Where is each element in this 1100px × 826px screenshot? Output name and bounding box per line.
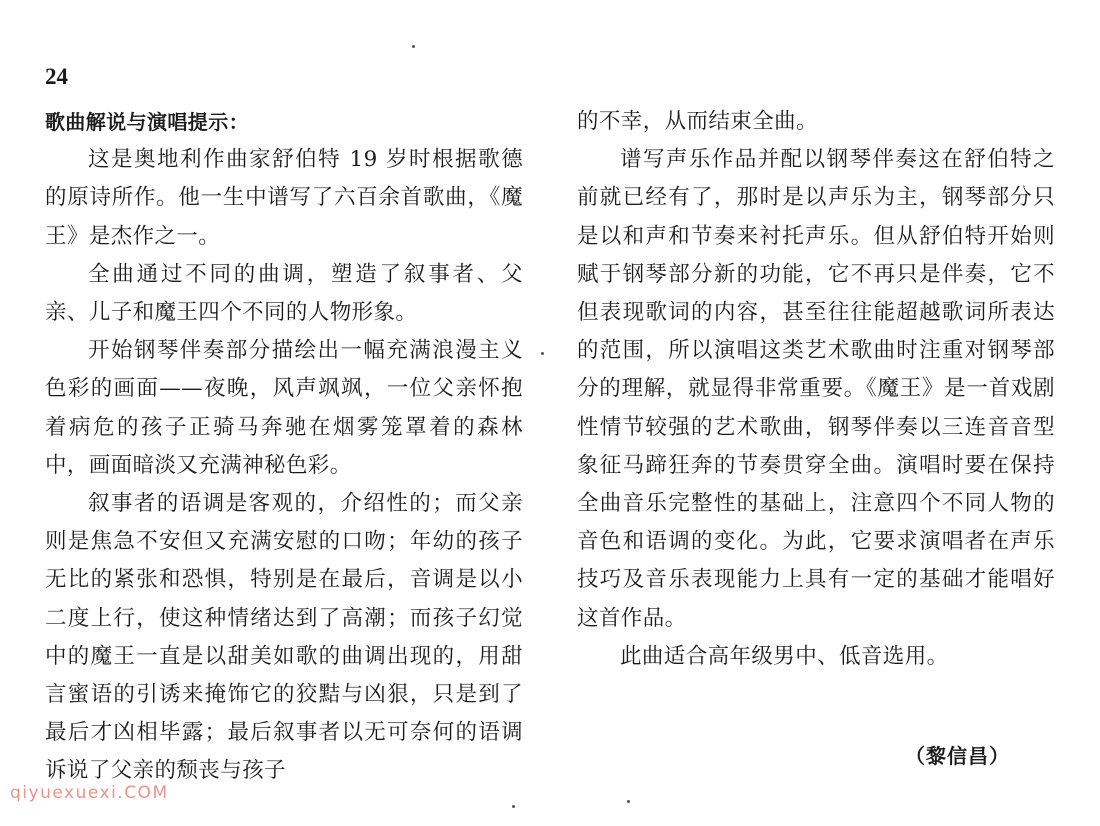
scan-speck: [541, 352, 544, 355]
scan-speck: [512, 805, 515, 808]
page-number: 24: [45, 64, 68, 89]
paragraph-recommendation: 此曲适合高年级男中、低音选用。: [620, 643, 949, 669]
left-column: [45, 103, 523, 791]
site-watermark: qiyuexuexi.COM: [10, 783, 169, 803]
author-signature: （黎信昌）: [905, 744, 1010, 768]
right-column: [577, 103, 1055, 676]
paragraph-intro: 这是奥地利作曲家舒伯特 19 岁时根据歌德的原诗所作。他一生中谱写了六百余首歌曲，《魔王》是杰作之一。: [45, 147, 523, 249]
scan-speck: [412, 45, 415, 48]
paragraph-voices: 叙事者的语调是客观的，介绍性的；而父亲则是焦急不安但又充满安慰的口吻；年幼的孩子无比的紧张和恐惧，特别是在最后，音调是以小二度上行，使这种情绪达到了高潮；而孩子幻觉中的魔王一直是以甜美如歌的曲调出现的，用甜言蜜语的引诱来掩饰它的狡黠与凶狠，只是到了最后才凶相毕露；最后叙事者以无可奈何的语调诉说了父亲的颓丧与孩子: [45, 491, 523, 784]
scan-speck: [627, 800, 630, 803]
paragraph-continuation: 的不幸，从而结束全曲。: [577, 109, 818, 134]
paragraph-characters: 全曲通过不同的曲调，塑造了叙事者、父亲、儿子和魔王四个不同的人物形象。: [45, 261, 523, 326]
paragraph-piano-opening: 开始钢琴伴奏部分描绘出一幅充满浪漫主义色彩的画面——夜晚，风声飒飒，一位父亲怀抱着病危的孩子正骑马奔驰在烟雾笼罩着的森林中，画面暗淡又充满神秘色彩。: [45, 338, 523, 478]
section-heading: 歌曲解说与演唱提示：: [45, 110, 249, 134]
paragraph-accompaniment: 谱写声乐作品并配以钢琴伴奏这在舒伯特之前就已经有了，那时是以声乐为主，钢琴部分只是以和声和节奏来衬托声乐。但从舒伯特开始则赋于钢琴部分新的功能，它不再只是伴奏，它不但表现歌词的内容，甚至往往能超越歌词所表达的范围，所以演唱这类艺术歌曲时注重对钢琴部分的理解，就显得非常重要。《魔王》是一首戏剧性情节较强的艺术歌曲，钢琴伴奏以三连音音型象征马蹄狂奔的节奏贯穿全曲。演唱时要在保持全曲音乐完整性的基础上，注意四个不同人物的音色和语调的变化。为此，它要求演唱者在声乐技巧及音乐表现能力上具有一定的基础才能唱好这首作品。: [577, 147, 1055, 631]
